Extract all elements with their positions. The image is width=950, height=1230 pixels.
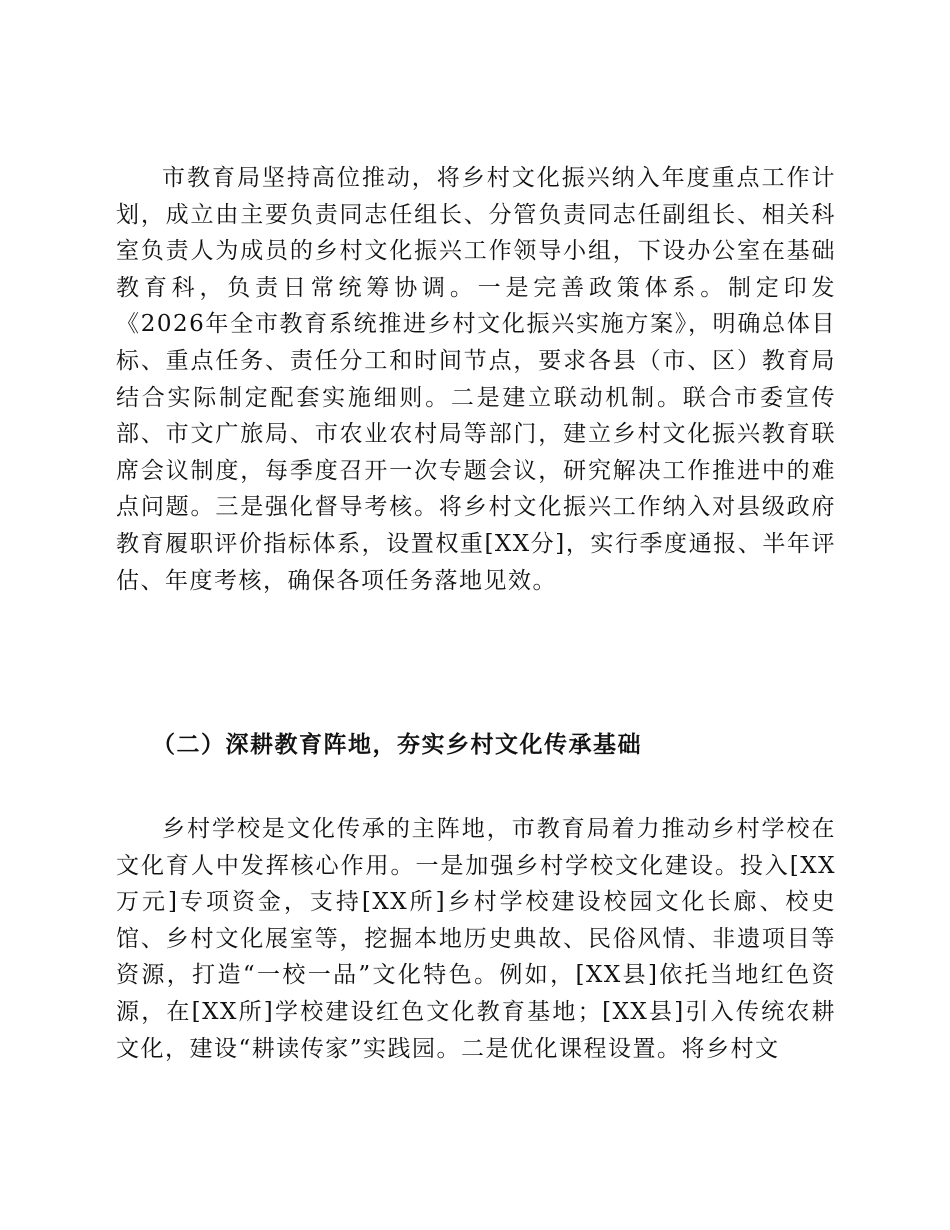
body-paragraph: 市教育局坚持高位推动，将乡村文化振兴纳入年度重点工作计划，成立由主要负责同志任组长、分管负责同志任副组长、相关科室负责人为成员的乡村文化振兴工作领导小组，下设办公室在基础教育科，负责日常统筹协调。一是完善政策体系。制定印发《2026年全市教育系统推进乡村文化振兴实施方案》，明确总体目标、重点任务、责任分工和时间节点，要求各县（市、区）教育局结合实际制定配套实施细则。二是建立联动机制。联合市委宣传部、市文广旅局、市农业农村局等部门，建立乡村文化振兴教育联席会议制度，每季度召开一次专题会议，研究解决工作推进中的难点问题。三是强化督导考核。将乡村文化振兴工作纳入对县级政府教育履职评价指标体系，设置权重[XX分]，实行季度通报、半年评估、年度考核，确保各项任务落地见效。: [116, 165, 836, 594]
body-paragraph: 乡村学校是文化传承的主阵地，市教育局着力推动乡村学校在文化育人中发挥核心作用。一是加强乡村学校文化建设。投入[XX万元]专项资金，支持[XX所]乡村学校建设校园文化长廊、校史馆、乡村文化展室等，挖掘本地历史典故、民俗风情、非遗项目等资源，打造“一校一品”文化特色。例如，[XX县]依托当地红色资源，在[XX所]学校建设红色文化教育基地；[XX县]引入传统农耕文化，建设“耕读传家”实践园。二是优化课程设置。将乡村文: [116, 816, 836, 1062]
section-heading: （二）深耕教育阵地，夯实乡村文化传承基础: [152, 731, 642, 758]
